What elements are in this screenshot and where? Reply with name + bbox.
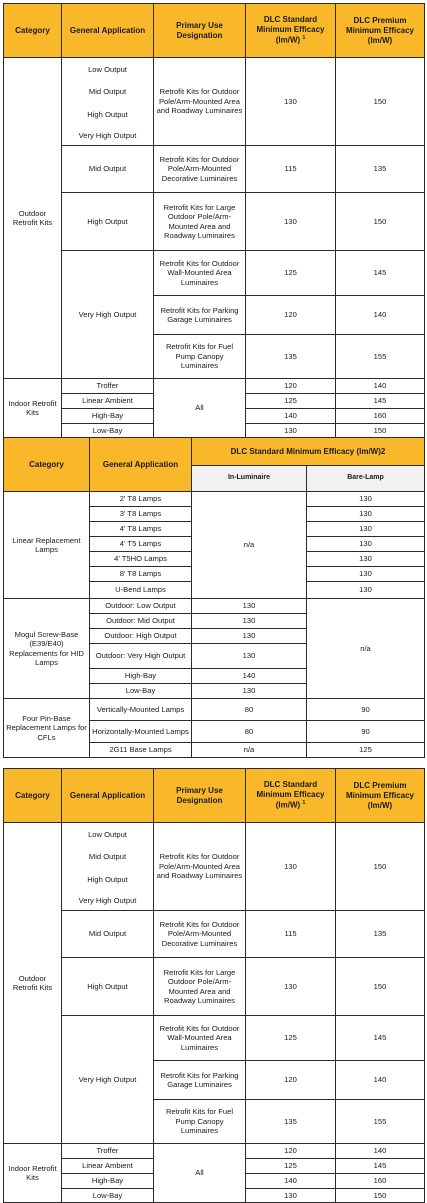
bare-lamp-value: 130	[307, 582, 425, 599]
use-decorative: Retrofit Kits for Outdoor Pole/Arm-Mounted Decorative Luminaires	[154, 911, 246, 958]
app-lamp: 8' T8 Lamps	[90, 567, 192, 582]
prem-value: 160	[336, 409, 425, 424]
std-value: 120	[246, 1061, 336, 1100]
bare-lamp-value: n/a	[307, 599, 425, 699]
app-troffer: Troffer	[62, 379, 154, 394]
category-outdoor-retrofit: Outdoor Retrofit Kits	[4, 58, 62, 379]
app-horizontal-lamps: Horizontally-Mounted Lamps	[90, 721, 192, 743]
bare-lamp-value: 90	[307, 721, 425, 743]
prem-value: 145	[336, 251, 425, 296]
app-low-output: Low Output	[62, 823, 154, 846]
std-value: 125	[246, 1159, 336, 1174]
std-value: 140	[246, 409, 336, 424]
std-value: 115	[246, 911, 336, 958]
header-dlc-standard: DLC Standard Minimum Efficacy (lm/W) $^1$	[246, 769, 336, 823]
app-outdoor-low: Outdoor: Low Output	[90, 599, 192, 614]
app-mid-output: Mid Output	[62, 81, 154, 104]
in-luminaire-value: 130	[192, 614, 307, 629]
use-pole-arm-area-roadway: Retrofit Kits for Outdoor Pole/Arm-Mounted Area and Roadway Luminaires	[154, 58, 246, 146]
in-luminaire-value: 130	[192, 599, 307, 614]
std-value: 130	[246, 193, 336, 251]
app-mid-output: Mid Output	[62, 146, 154, 193]
prem-value: 135	[336, 146, 425, 193]
header-primary-use: Primary Use Designation	[154, 4, 246, 58]
header-category: Category	[4, 438, 90, 492]
in-luminaire-value: n/a	[192, 743, 307, 758]
bare-lamp-value: 130	[307, 552, 425, 567]
category-indoor-retrofit: Indoor Retrofit Kits	[4, 1144, 62, 1203]
header-general-application: General Application	[90, 438, 192, 492]
app-very-high-output: Very High Output	[62, 1016, 154, 1144]
bare-lamp-value: 130	[307, 537, 425, 552]
app-lamp: 3' T8 Lamps	[90, 507, 192, 522]
use-large-pole-arm: Retrofit Kits for Large Outdoor Pole/Arm-Mounted Area and Roadway Luminaires	[154, 958, 246, 1016]
use-fuel-pump-canopy: Retrofit Kits for Fuel Pump Canopy Luminaires	[154, 1100, 246, 1144]
prem-value: 145	[336, 394, 425, 409]
app-high-output: High Output	[62, 193, 154, 251]
header-dlc-premium: DLC Premium Minimum Efficacy (lm/W)	[336, 769, 425, 823]
category-indoor-retrofit: Indoor Retrofit Kits	[4, 379, 62, 438]
use-large-pole-arm: Retrofit Kits for Large Outdoor Pole/Arm-Mounted Area and Roadway Luminaires	[154, 193, 246, 251]
in-luminaire-value: 130	[192, 684, 307, 699]
prem-value: 145	[336, 1159, 425, 1174]
app-very-high-output: Very High Output	[62, 251, 154, 379]
bare-lamp-value: 130	[307, 567, 425, 582]
std-value: 130	[246, 823, 336, 911]
header-in-luminaire: In-Luminaire	[192, 466, 307, 492]
header-general-application: General Application	[62, 4, 154, 58]
prem-value: 155	[336, 1100, 425, 1144]
app-high-output: High Output	[62, 958, 154, 1016]
bare-lamp-value: 130	[307, 522, 425, 537]
std-value: 115	[246, 146, 336, 193]
app-low-bay: Low-Bay	[90, 684, 192, 699]
category-linear-replacement: Linear Replacement Lamps	[4, 492, 90, 599]
app-lamp: U-Bend Lamps	[90, 582, 192, 599]
std-value: 135	[246, 1100, 336, 1144]
use-parking-garage: Retrofit Kits for Parking Garage Luminaires	[154, 1061, 246, 1100]
app-linear-ambient: Linear Ambient	[62, 394, 154, 409]
prem-value: 140	[336, 379, 425, 394]
use-pole-arm-area-roadway: Retrofit Kits for Outdoor Pole/Arm-Mounted Area and Roadway Luminaires	[154, 823, 246, 911]
app-high-bay: High-Bay	[90, 669, 192, 684]
app-high-output: High Output	[62, 104, 154, 127]
category-four-pin-base: Four Pin-Base Replacement Lamps for CFLs	[4, 699, 90, 758]
retrofit-kits-table-bottom	[3, 768, 425, 1203]
prem-value: 150	[336, 958, 425, 1016]
use-parking-garage: Retrofit Kits for Parking Garage Luminaires	[154, 296, 246, 335]
app-outdoor-mid: Outdoor: Mid Output	[90, 614, 192, 629]
std-value: 125	[246, 1016, 336, 1061]
prem-value: 155	[336, 335, 425, 379]
app-troffer: Troffer	[62, 1144, 154, 1159]
header-general-application: General Application	[62, 769, 154, 823]
header-dlc-standard: DLC Standard Minimum Efficacy (lm/W)2	[192, 438, 425, 466]
app-lamp: 4' T8 Lamps	[90, 522, 192, 537]
app-outdoor-very-high: Outdoor: Very High Output	[90, 644, 192, 669]
prem-value: 150	[336, 1189, 425, 1203]
bare-lamp-value: 90	[307, 699, 425, 721]
app-high-output: High Output	[62, 869, 154, 892]
header-bare-lamp: Bare-Lamp	[307, 466, 425, 492]
prem-value: 140	[336, 296, 425, 335]
use-all: All	[154, 379, 246, 438]
header-category: Category	[4, 769, 62, 823]
app-linear-ambient: Linear Ambient	[62, 1159, 154, 1174]
use-fuel-pump-canopy: Retrofit Kits for Fuel Pump Canopy Luminaires	[154, 335, 246, 379]
bare-lamp-value: 130	[307, 492, 425, 507]
category-outdoor-retrofit: Outdoor Retrofit Kits	[4, 823, 62, 1144]
std-value: 125	[246, 394, 336, 409]
app-lamp: 2' T8 Lamps	[90, 492, 192, 507]
std-value: 120	[246, 296, 336, 335]
app-outdoor-high: Outdoor: High Output	[90, 629, 192, 644]
prem-value: 150	[336, 193, 425, 251]
in-luminaire-value: n/a	[192, 492, 307, 599]
prem-value: 140	[336, 1144, 425, 1159]
header-dlc-standard: DLC Standard Minimum Efficacy (lm/W) $^1$	[246, 4, 336, 58]
prem-value: 160	[336, 1174, 425, 1189]
prem-value: 145	[336, 1016, 425, 1061]
std-value: 130	[246, 424, 336, 438]
header-category: Category	[4, 4, 62, 58]
category-mogul-screw-base: Mogul Screw-Base (E39/E40) Replacements for HID Lamps	[4, 599, 90, 699]
app-very-high-output: Very High Output	[62, 892, 154, 911]
app-mid-output: Mid Output	[62, 911, 154, 958]
app-high-bay: High-Bay	[62, 1174, 154, 1189]
std-value: 140	[246, 1174, 336, 1189]
use-all: All	[154, 1144, 246, 1203]
in-luminaire-value: 80	[192, 699, 307, 721]
prem-value: 135	[336, 911, 425, 958]
header-dlc-premium: DLC Premium Minimum Efficacy (lm/W)	[336, 4, 425, 58]
in-luminaire-value: 80	[192, 721, 307, 743]
in-luminaire-value: 130	[192, 629, 307, 644]
header-primary-use: Primary Use Designation	[154, 769, 246, 823]
app-high-bay: High-Bay	[62, 409, 154, 424]
bare-lamp-value: 125	[307, 743, 425, 758]
std-value: 130	[246, 58, 336, 146]
use-decorative: Retrofit Kits for Outdoor Pole/Arm-Mounted Decorative Luminaires	[154, 146, 246, 193]
prem-value: 140	[336, 1061, 425, 1100]
app-vertical-lamps: Vertically-Mounted Lamps	[90, 699, 192, 721]
app-lamp: 4' T5HO Lamps	[90, 552, 192, 567]
app-very-high-output: Very High Output	[62, 127, 154, 146]
use-wall-mounted: Retrofit Kits for Outdoor Wall-Mounted Area Luminaires	[154, 251, 246, 296]
app-low-output: Low Output	[62, 58, 154, 81]
prem-value: 150	[336, 58, 425, 146]
app-lamp: 4' T5 Lamps	[90, 537, 192, 552]
retrofit-kits-table-top	[3, 3, 425, 438]
std-value: 130	[246, 958, 336, 1016]
app-2g11-lamps: 2G11 Base Lamps	[90, 743, 192, 758]
std-value: 120	[246, 1144, 336, 1159]
use-wall-mounted: Retrofit Kits for Outdoor Wall-Mounted Area Luminaires	[154, 1016, 246, 1061]
std-value: 130	[246, 1189, 336, 1203]
replacement-lamps-table	[3, 437, 425, 758]
bare-lamp-value: 130	[307, 507, 425, 522]
std-value: 125	[246, 251, 336, 296]
prem-value: 150	[336, 823, 425, 911]
in-luminaire-value: 140	[192, 669, 307, 684]
app-low-bay: Low-Bay	[62, 1189, 154, 1203]
app-mid-output: Mid Output	[62, 846, 154, 869]
prem-value: 150	[336, 424, 425, 438]
in-luminaire-value: 130	[192, 644, 307, 669]
std-value: 120	[246, 379, 336, 394]
std-value: 135	[246, 335, 336, 379]
app-low-bay: Low-Bay	[62, 424, 154, 438]
